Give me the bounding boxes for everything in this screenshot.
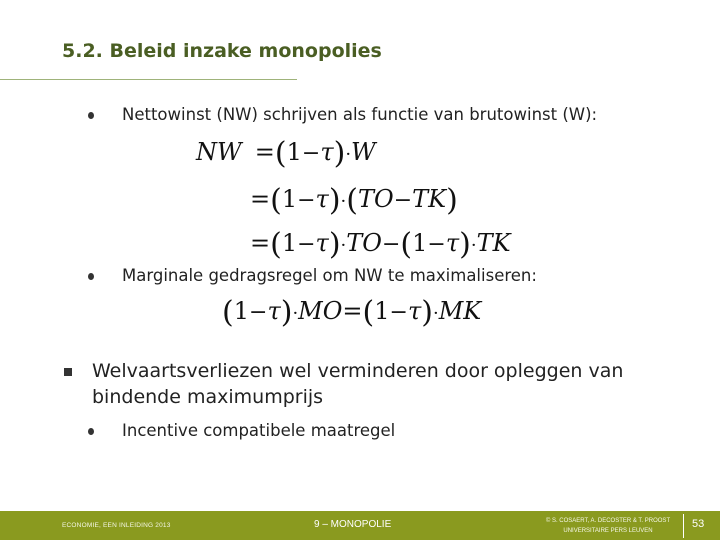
formula-mo-mk: (1−τ)·MO=(1−τ)·MK xyxy=(222,295,482,330)
square-bullet xyxy=(64,368,72,376)
bullet-text-welvaart: Welvaartsverliezen wel verminderen door opleggen van bindende maximumprijs xyxy=(92,360,624,408)
footer-divider xyxy=(683,514,684,538)
bullet-dot xyxy=(88,428,94,435)
slide-title: 5.2. Beleid inzake monopolies xyxy=(62,40,382,62)
bullet-dot xyxy=(88,112,94,119)
title-underline xyxy=(0,79,297,80)
footer-copyright xyxy=(538,516,678,536)
footer-copyright-line1: © S. COSAERT, A. DECOSTER & T. PROOST xyxy=(545,518,671,524)
footer-chapter: 9 – MONOPOLIE xyxy=(314,519,392,530)
footer-bar xyxy=(0,511,720,540)
formula-nw-w: NW =(1−τ)·W xyxy=(196,136,376,171)
bullet-dot xyxy=(88,273,94,280)
bullet-text-nettowinst: Nettowinst (NW) schrijven als functie van brutowinst (W): xyxy=(122,105,598,124)
page-number: 53 xyxy=(692,518,705,530)
formula-to-tk: =(1−τ)·(TO−TK) xyxy=(250,183,458,218)
footer-copyright-line2: UNIVERSITAIRE PERS LEUVEN xyxy=(563,528,653,534)
bullet-text-marginale: Marginale gedragsregel om NW te maximaliseren: xyxy=(122,266,537,285)
footer-left-text: ECONOMIE, EEN INLEIDING 2013 xyxy=(62,522,171,529)
formula-expanded: =(1−τ)·TO−(1−τ)·TK xyxy=(250,227,511,262)
bullet-text-incentive: Incentive compatibele maatregel xyxy=(122,421,396,440)
